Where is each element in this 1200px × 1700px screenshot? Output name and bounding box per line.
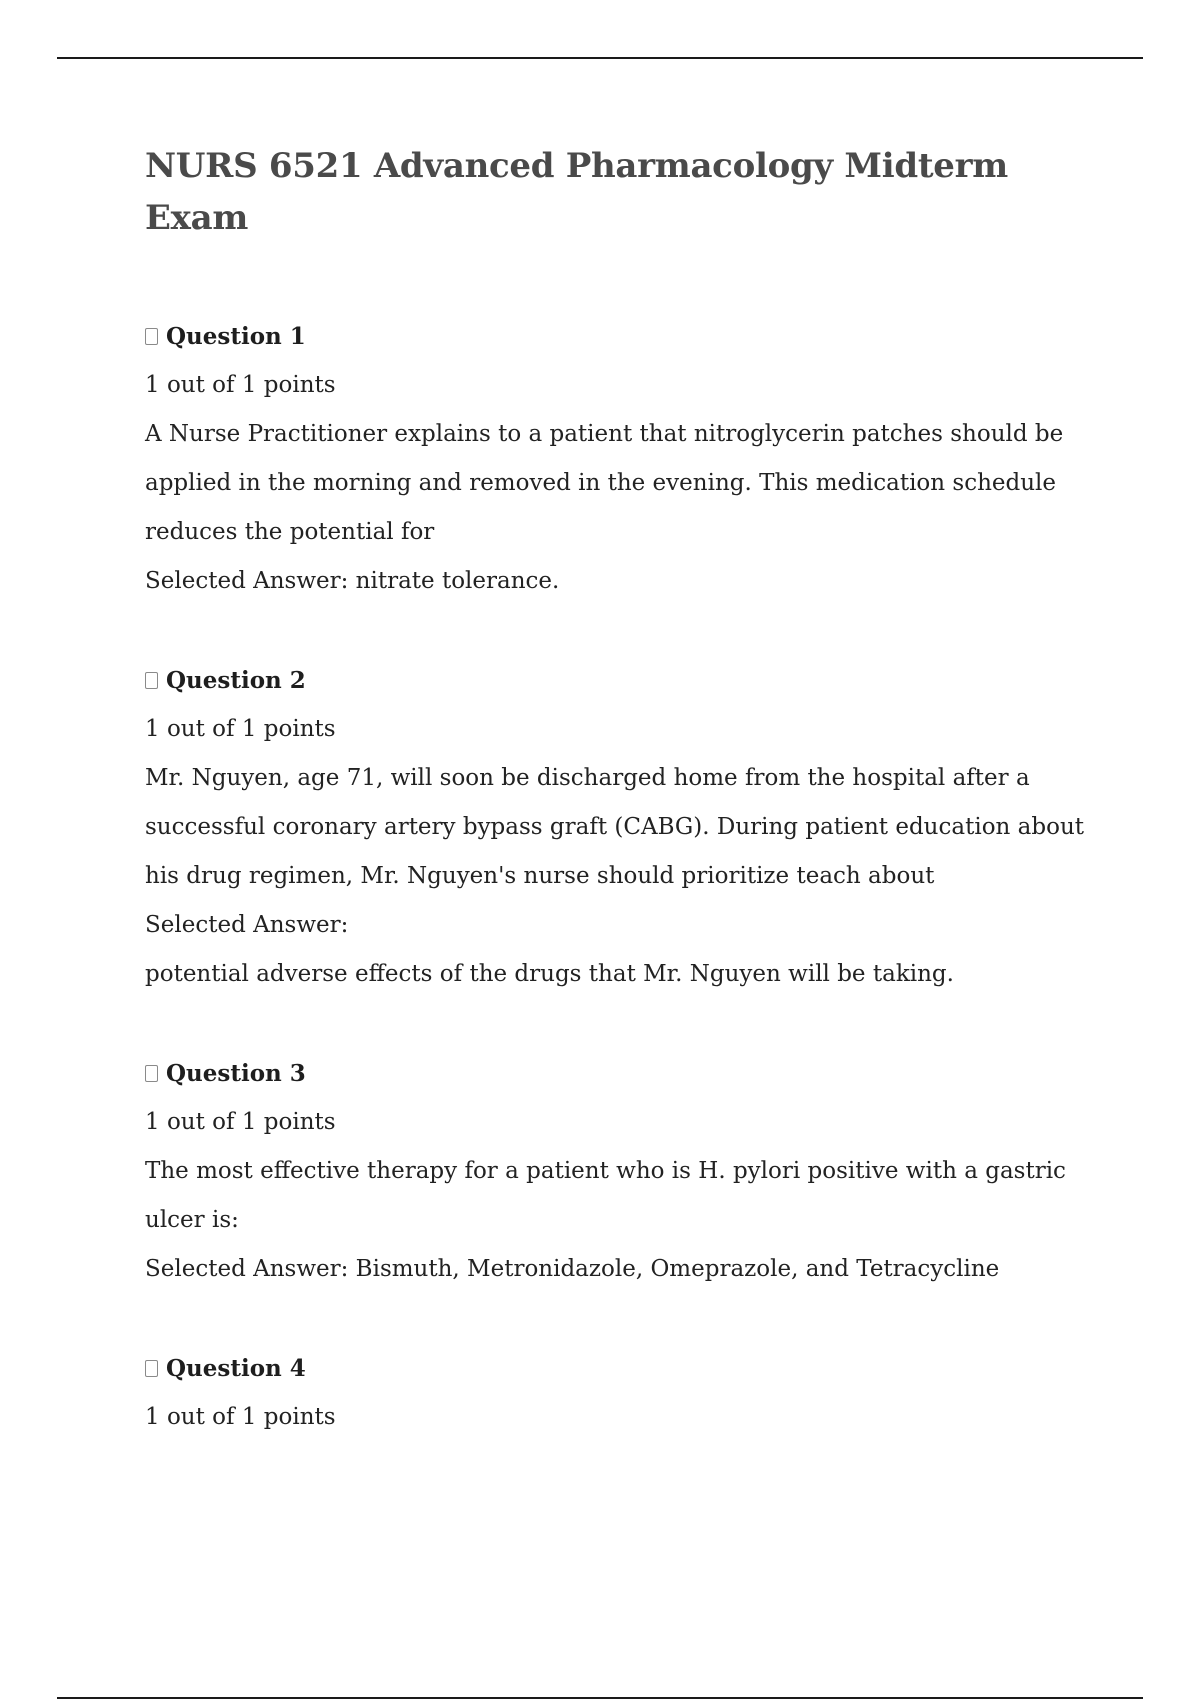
question-label: Question 2 — [166, 667, 306, 694]
selected-answer-label: Selected Answer: — [145, 912, 349, 938]
question-header — [145, 312, 1085, 361]
question-block — [145, 656, 1085, 999]
question-text-line: reduces the potential for — [145, 519, 435, 545]
question-points: 1 out of 1 points — [145, 1404, 336, 1430]
question-text-line: A Nurse Practitioner explains to a patient that nitroglycerin patches should be — [145, 421, 1064, 447]
question-header — [145, 1049, 1085, 1098]
question-points: 1 out of 1 points — [145, 1109, 336, 1135]
question-checkbox[interactable] — [145, 672, 158, 689]
question-text-line: The most effective therapy for a patient who is H. pylori positive with a gastric — [145, 1158, 1066, 1184]
question-text-line: his drug regimen, Mr. Nguyen's nurse should prioritize teach about — [145, 863, 935, 889]
question-block — [145, 1344, 1085, 1442]
top-divider — [57, 57, 1143, 59]
question-points: 1 out of 1 points — [145, 716, 336, 742]
selected-answer: Selected Answer: nitrate tolerance. — [145, 568, 560, 594]
question-list — [145, 312, 1085, 1442]
selected-answer: potential adverse effects of the drugs that Mr. Nguyen will be taking. — [145, 961, 954, 987]
question-text-line: Mr. Nguyen, age 71, will soon be discharged home from the hospital after a — [145, 765, 1030, 791]
question-text-line: ulcer is: — [145, 1207, 239, 1233]
document-body — [145, 140, 1085, 1492]
question-label: Question 4 — [166, 1355, 306, 1382]
bottom-divider — [57, 1697, 1143, 1699]
question-points: 1 out of 1 points — [145, 372, 336, 398]
question-checkbox[interactable] — [145, 1065, 158, 1082]
question-block — [145, 312, 1085, 606]
question-block — [145, 1049, 1085, 1294]
question-header — [145, 656, 1085, 705]
question-checkbox[interactable] — [145, 328, 158, 345]
question-text-line: successful coronary artery bypass graft (CABG). During patient education about — [145, 814, 1085, 840]
question-label: Question 1 — [166, 323, 306, 350]
question-label: Question 3 — [166, 1060, 306, 1087]
question-checkbox[interactable] — [145, 1360, 158, 1377]
selected-answer: Selected Answer: Bismuth, Metronidazole, Omeprazole, and Tetracycline — [145, 1256, 1000, 1282]
question-header — [145, 1344, 1085, 1393]
page-title: NURS 6521 Advanced Pharmacology Midterm Exam — [145, 146, 1008, 238]
question-text-line: applied in the morning and removed in the evening. This medication schedule — [145, 470, 1057, 496]
